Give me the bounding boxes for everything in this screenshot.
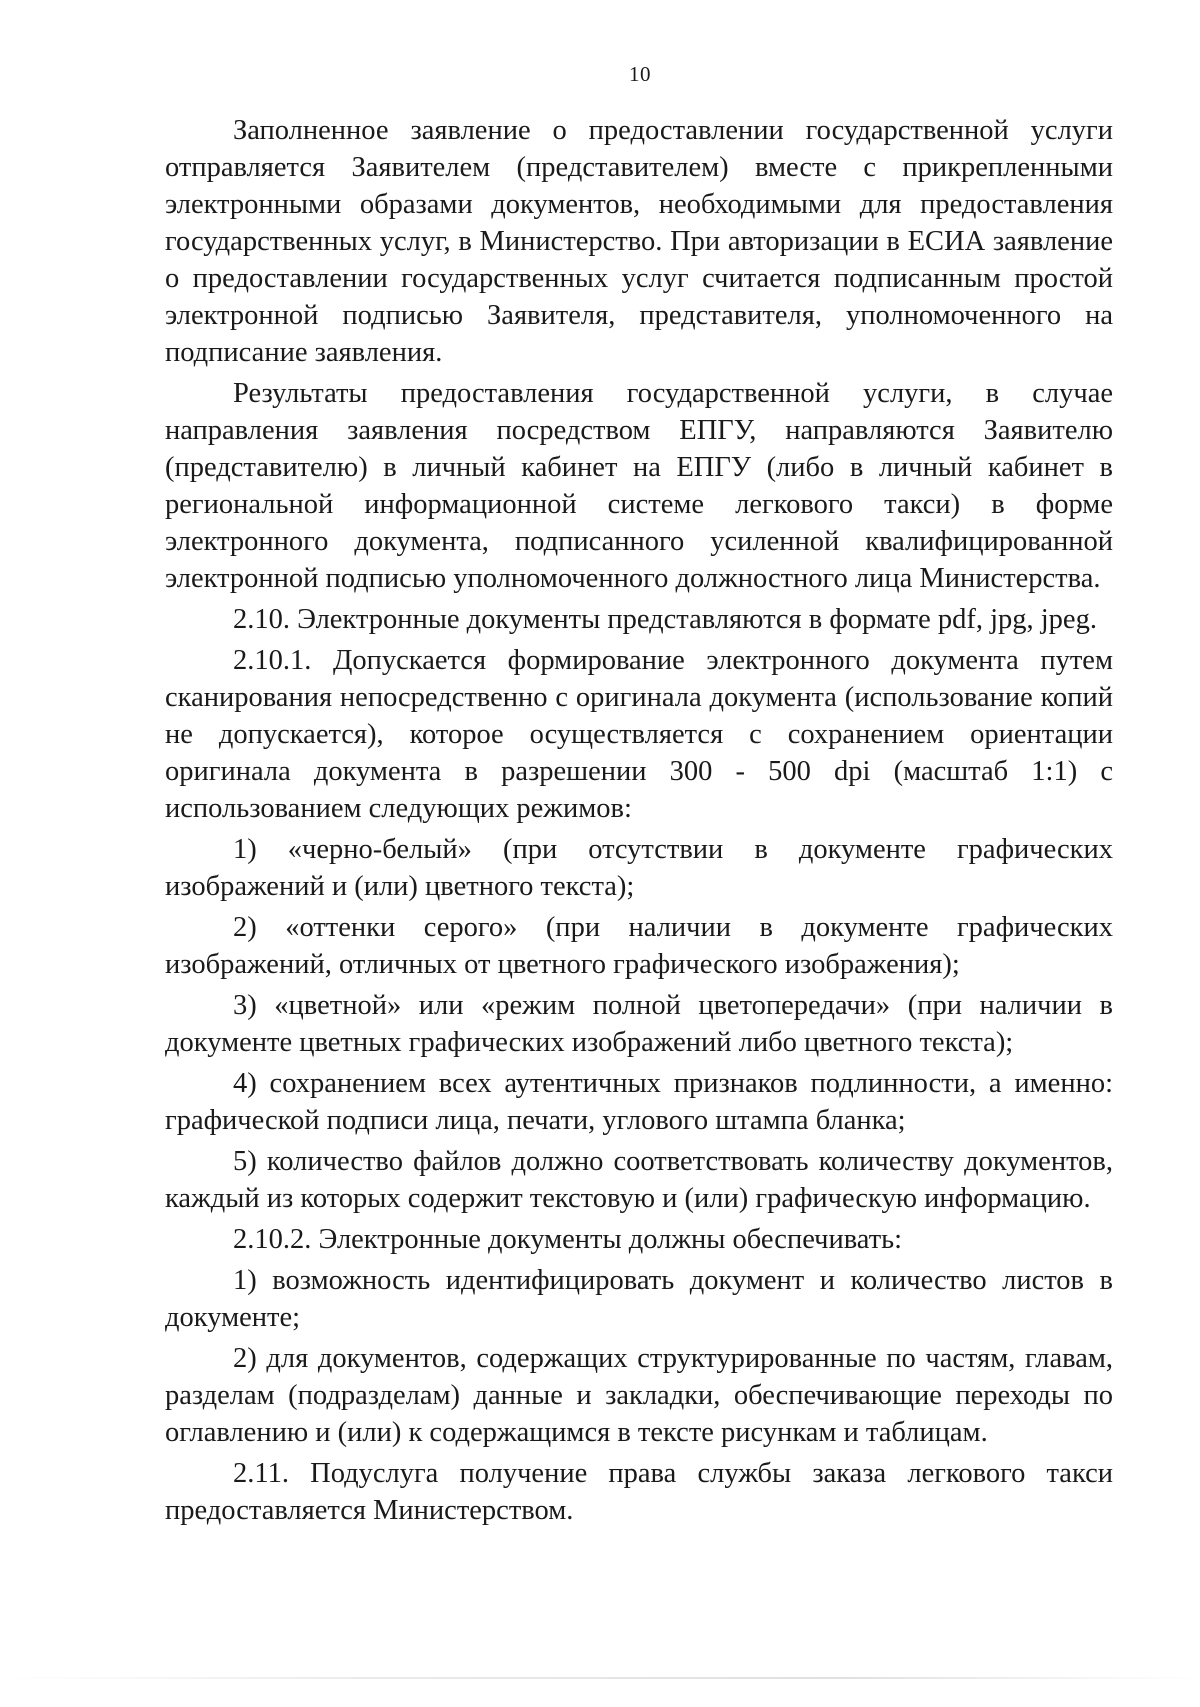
page-number: 10 xyxy=(629,62,651,86)
list-item-color: 3) «цветной» или «режим полной цветопередачи» (при наличии в документе цветных графических изображений либо цветного текста); xyxy=(165,990,1113,1058)
scan-bottom-edge xyxy=(0,1677,1200,1679)
list-item-file-count: 5) количество файлов должно соответствовать количеству документов, каждый из которых содержит текстовую и (или) графическую информацию. xyxy=(165,1146,1113,1214)
list-item-structured-documents: 2) для документов, содержащих структурированные по частям, главам, разделам (подразделам) данные и закладки, обеспечивающие переходы по оглавлению и (или) к содержащимся в тексте рисункам и таблицам. xyxy=(165,1343,1113,1448)
list-item-grayscale: 2) «оттенки серого» (при наличии в документе графических изображений, отличных от цветного графического изображения); xyxy=(165,912,1113,980)
paragraph-service-results: Результаты предоставления государственной услуги, в случае направления заявления посредством ЕПГУ, направляются Заявителю (представителю) в личный кабинет на ЕПГУ (либо в личный кабинет в региональной информационной системе легкового такси) в форме электронного документа, подписанного усиленной квалифицированной электронной подписью уполномоченного должностного лица Министерства. xyxy=(165,378,1113,594)
paragraph-2-11-subservice: 2.11. Подуслуга получение права службы заказа легкового такси предоставляется Министерством. xyxy=(165,1458,1113,1526)
list-item-authenticity: 4) сохранением всех аутентичных признаков подлинности, а именно: графической подписи лица, печати, углового штампа бланка; xyxy=(165,1068,1113,1136)
document-body xyxy=(165,112,1113,1529)
paragraph-2-10-formats: 2.10. Электронные документы представляются в формате pdf, jpg, jpeg. xyxy=(233,604,1097,635)
paragraph-2-10-2-requirements: 2.10.2. Электронные документы должны обеспечивать: xyxy=(233,1224,903,1255)
paragraph-2-10-1-scanning: 2.10.1. Допускается формирование электронного документа путем сканирования непосредственно с оригинала документа (использование копий не допускается), которое осуществляется с сохранением ориентации оригинала документа в разрешении 300 - 500 dpi (масштаб 1:1) с использованием следующих режимов: xyxy=(165,645,1113,824)
list-item-black-white: 1) «черно-белый» (при отсутствии в документе графических изображений и (или) цветного текста); xyxy=(165,834,1113,902)
paragraph-application-submission: Заполненное заявление о предоставлении государственной услуги отправляется Заявителем (представителем) вместе с прикрепленными электронными образами документов, необходимыми для предоставления государственных услуг, в Министерство. При авторизации в ЕСИА заявление о предоставлении государственных услуг считается подписанным простой электронной подписью Заявителя, представителя, уполномоченного на подписание заявления. xyxy=(165,115,1113,368)
list-item-identify-document: 1) возможность идентифицировать документ и количество листов в документе; xyxy=(165,1265,1113,1333)
